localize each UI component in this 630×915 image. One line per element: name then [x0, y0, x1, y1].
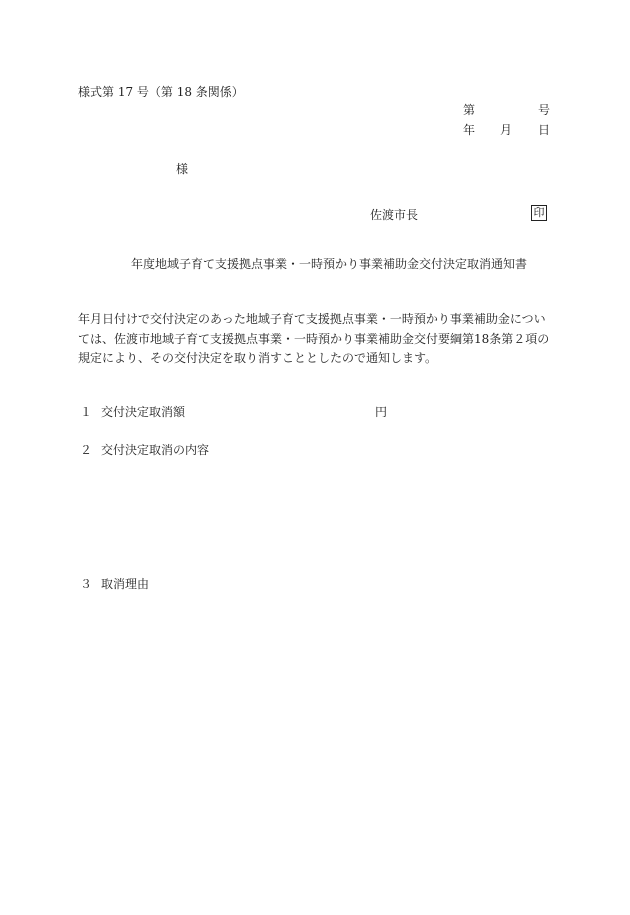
body-year-label: 年	[78, 312, 91, 326]
item-label-cancellation-content: 交付決定取消の内容	[101, 443, 210, 457]
item-label-cancellation-amount: 交付決定取消額	[101, 405, 186, 419]
document-title: 年度地域子育て支援拠点事業・一時預かり事業補助金交付決定取消通知書	[131, 257, 528, 271]
document-number-suffix: 号	[538, 103, 551, 117]
body-text: 日付けで交付決定のあった地域子育て支援拠点事業・一時預かり事業補助金については、佐渡市地域子育て支援拠点事業・一時預かり事業補助金交付要綱第18条第２項の規定により、その交付決定を取り消すこととしたので通知します。	[78, 312, 550, 365]
item-number: １	[80, 405, 93, 419]
document-number-prefix: 第	[463, 103, 476, 117]
item-number: ３	[80, 577, 93, 591]
body-paragraph	[78, 310, 552, 369]
body-month-label: 月	[90, 312, 103, 326]
date-month-label: 月	[500, 123, 513, 137]
date-year-label: 年	[463, 123, 476, 137]
seal-icon: 印	[531, 205, 547, 221]
recipient-honorific: 様	[176, 162, 189, 176]
date-day-label: 日	[538, 123, 551, 137]
form-number: 様式第 17 号（第 18 条関係）	[78, 85, 244, 99]
item-number: ２	[80, 443, 93, 457]
sender-name: 佐渡市長	[370, 208, 419, 222]
item-label-cancellation-reason: 取消理由	[101, 577, 150, 591]
currency-unit: 円	[375, 405, 388, 419]
